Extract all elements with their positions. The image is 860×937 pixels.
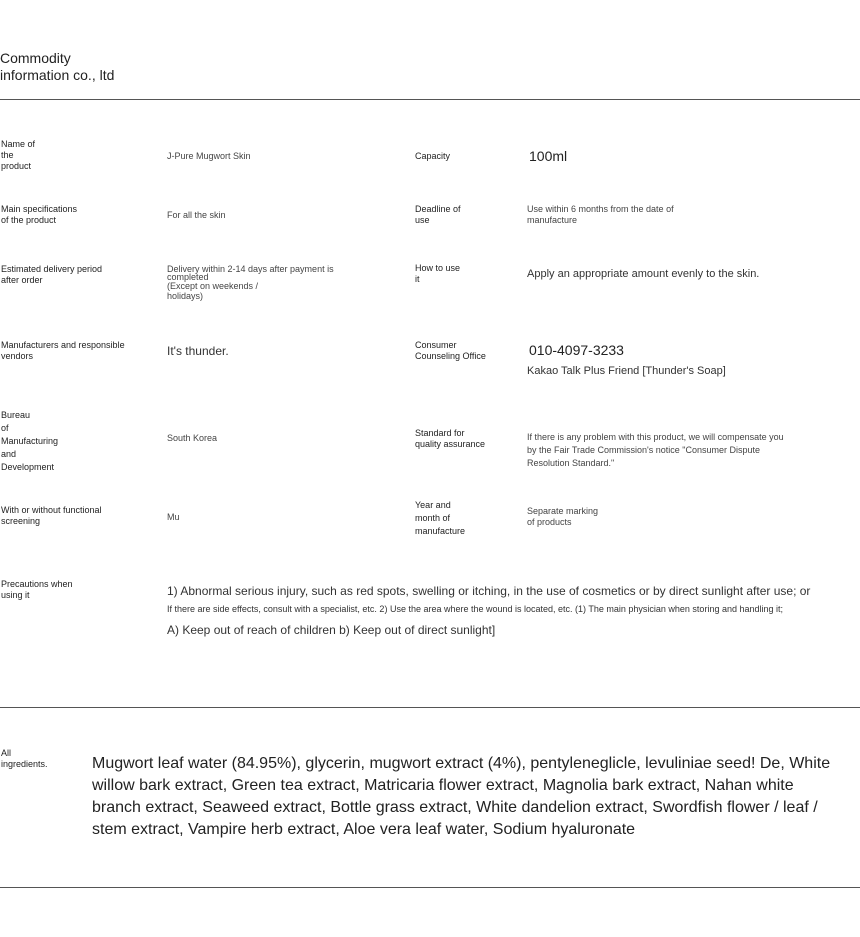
ingredients-list [92,753,830,841]
value-line: by the Fair Trade Commission's notice "Consumer Dispute [527,445,761,455]
label-line: quality assurance [415,439,486,449]
label-bureau [1,409,58,474]
label-how-to-use [415,263,460,285]
label-precautions [1,579,73,601]
bottom-divider [0,887,860,888]
middle-divider [0,707,860,708]
ingredients-line: Mugwort leaf water (84.95%), glycerin, mugwort extract (4%), pentyleneglicle, levuliniae seed! De, White [92,755,831,772]
label-line: Deadline of [415,204,461,214]
label-line: Manufacturers and responsible [1,340,125,350]
label-functional-screening [1,505,102,527]
label-estimated-delivery [1,264,102,286]
label-line: vendors [1,351,34,361]
label-line: Consumer [415,340,457,350]
precautions-line-1: 1) Abnormal serious injury, such as red spots, swelling or itching, in the use of cosmetics or by direct sunlight after use; or [167,584,811,598]
label-line: How to use [415,263,461,273]
label-line: after order [1,275,43,285]
page-title-line-2: information co., ltd [0,67,115,83]
label-line: and [1,449,17,459]
label-line: Name of [1,139,36,149]
value-consumer-kakao: Kakao Talk Plus Friend [Thunder's Soap] [527,365,726,377]
value-manufacturers: It's thunder. [167,344,229,358]
value-capacity: 100ml [529,148,568,164]
value-deadline-of-use [527,204,674,226]
ingredients-line: stem extract, Vampire herb extract, Aloe vera leaf water, Sodium hyaluronate [92,821,636,838]
label-line: Bureau [1,410,31,420]
value-line: Use within 6 months from the date of [527,204,674,214]
label-line: of the product [1,215,57,225]
value-how-to-use: Apply an appropriate amount evenly to the skin. [527,268,760,280]
page-title-line-1: Commodity [0,50,71,66]
label-line: Counseling Office [415,351,486,361]
label-line: month of [415,513,451,523]
label-line: it [415,274,420,284]
value-estimated-delivery [167,264,334,301]
label-line: Development [1,462,55,472]
label-main-specifications [1,204,77,226]
value-consumer-phone: 010-4097-3233 [529,342,624,358]
value-quality-standard [527,431,784,470]
value-line: Separate marking [527,506,599,516]
label-line: All [1,748,12,758]
label-capacity: Capacity [415,151,451,161]
value-line: (Except on weekends / [167,281,259,291]
value-line: holidays) [167,291,204,301]
label-year-month [415,499,465,538]
value-year-month [527,506,598,528]
label-line: the [1,150,14,160]
label-line: Estimated delivery period [1,264,103,274]
value-product-name: J-Pure Mugwort Skin [167,151,251,161]
value-line: manufacture [527,215,578,225]
label-product-name [1,139,81,172]
label-line: Precautions when [1,579,73,589]
value-main-specifications: For all the skin [167,210,226,220]
label-line: use [415,215,430,225]
label-quality-standard [415,428,485,450]
value-line: of products [527,517,572,527]
value-line: If there is any problem with this product, we will compensate you [527,432,784,442]
ingredients-line: willow bark extract, Green tea extract, Matricaria flower extract, Magnolia bark extract, Nahan white [92,777,794,794]
label-line: manufacture [415,526,466,536]
top-divider [0,99,860,100]
label-line: Manufacturing [1,436,59,446]
label-all-ingredients [1,748,48,770]
value-functional-screening: Mu [167,512,180,522]
label-line: With or without functional [1,505,102,515]
label-consumer-counseling [415,340,486,362]
label-line: ingredients. [1,759,48,769]
label-line: of [1,423,9,433]
label-line: using it [1,590,30,600]
label-line: product [1,161,32,171]
label-line: screening [1,516,41,526]
ingredients-line: branch extract, Seaweed extract, Bottle grass extract, White dandelion extract, Swordfish flower / leaf / [92,799,818,816]
label-deadline-of-use [415,204,461,226]
value-bureau: South Korea [167,433,218,443]
label-line: Year and [415,500,451,510]
precautions-line-3: A) Keep out of reach of children b) Keep out of direct sunlight] [167,623,496,637]
page-title [0,50,114,84]
value-line: completed [167,272,209,282]
label-line: Main specifications [1,204,78,214]
label-line: Standard for [415,428,465,438]
label-manufacturers [1,340,125,362]
precautions-line-2: If there are side effects, consult with a specialist, etc. 2) Use the area where the wound is located, etc. (1) The main physician when storing and handling it; [167,604,783,614]
value-line: Resolution Standard." [527,458,615,468]
value-line: Delivery within 2-14 days after payment is [167,264,334,274]
